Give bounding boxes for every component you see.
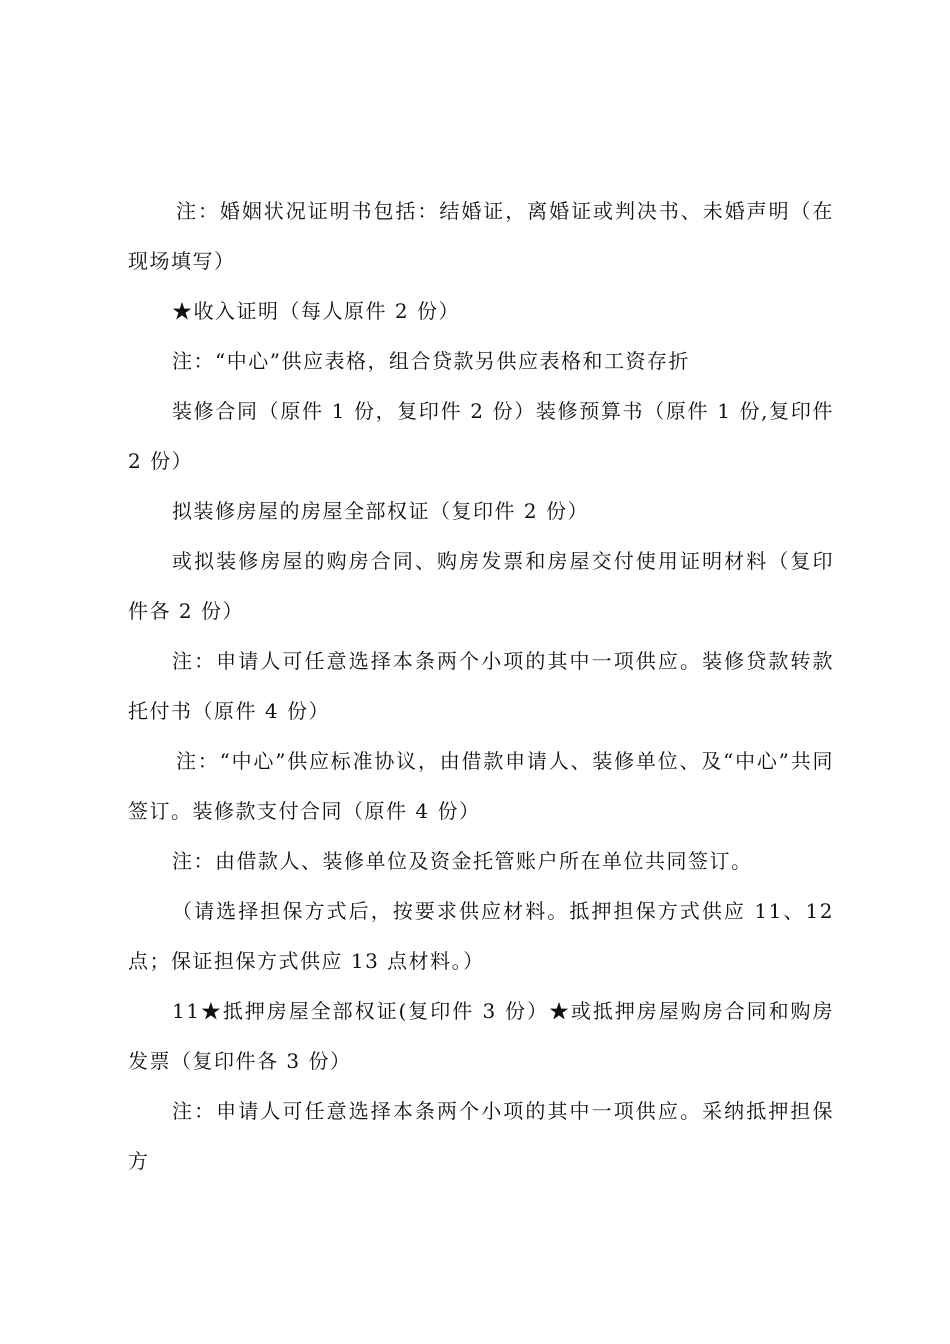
- paragraph-mortgage-certificate: 11★抵押房屋全部权证(复印件 3 份）★或抵押房屋购房合同和购房发票（复印件各 3 份）: [128, 999, 834, 1073]
- paragraph-transfer-entrustment: 注：申请人可任意选择本条两个小项的其中一项供应。装修贷款转款托付书（原件 4 份）: [128, 649, 834, 723]
- paragraph-purchase-contract: 或拟装修房屋的购房合同、购房发票和房屋交付使用证明材料（复印件各 2 份）: [128, 549, 834, 623]
- paragraph-standard-agreement: 注：“中心”供应标准协议，由借款申请人、装修单位、及“中心”共同签订。装修款支付合同（原件 4 份）: [128, 749, 834, 823]
- paragraph-ownership-certificate: 拟装修房屋的房屋全部权证（复印件 2 份）: [172, 499, 589, 523]
- paragraph-center-forms-note: 注：“中心”供应表格，组合贷款另供应表格和工资存折: [172, 349, 690, 373]
- paragraph-income-proof: ★收入证明（每人原件 2 份）: [172, 299, 460, 323]
- paragraph-guarantee-method: （请选择担保方式后，按要求供应材料。抵押担保方式供应 11、12 点；保证担保方式供应 13 点材料。）: [128, 899, 834, 973]
- paragraph-joint-signing-note: 注：由借款人、装修单位及资金托管账户所在单位共同签订。: [172, 849, 753, 873]
- paragraph-marriage-note: 注：婚姻状况证明书包括：结婚证，离婚证或判决书、未婚声明（在现场填写）: [128, 199, 834, 273]
- paragraph-mortgage-note: 注：申请人可任意选择本条两个小项的其中一项供应。采纳抵押担保方: [128, 1099, 834, 1173]
- document-body: [128, 186, 834, 1186]
- paragraph-renovation-contract: 装修合同（原件 1 份，复印件 2 份）装修预算书（原件 1 份,复印件 2 份）: [128, 399, 834, 473]
